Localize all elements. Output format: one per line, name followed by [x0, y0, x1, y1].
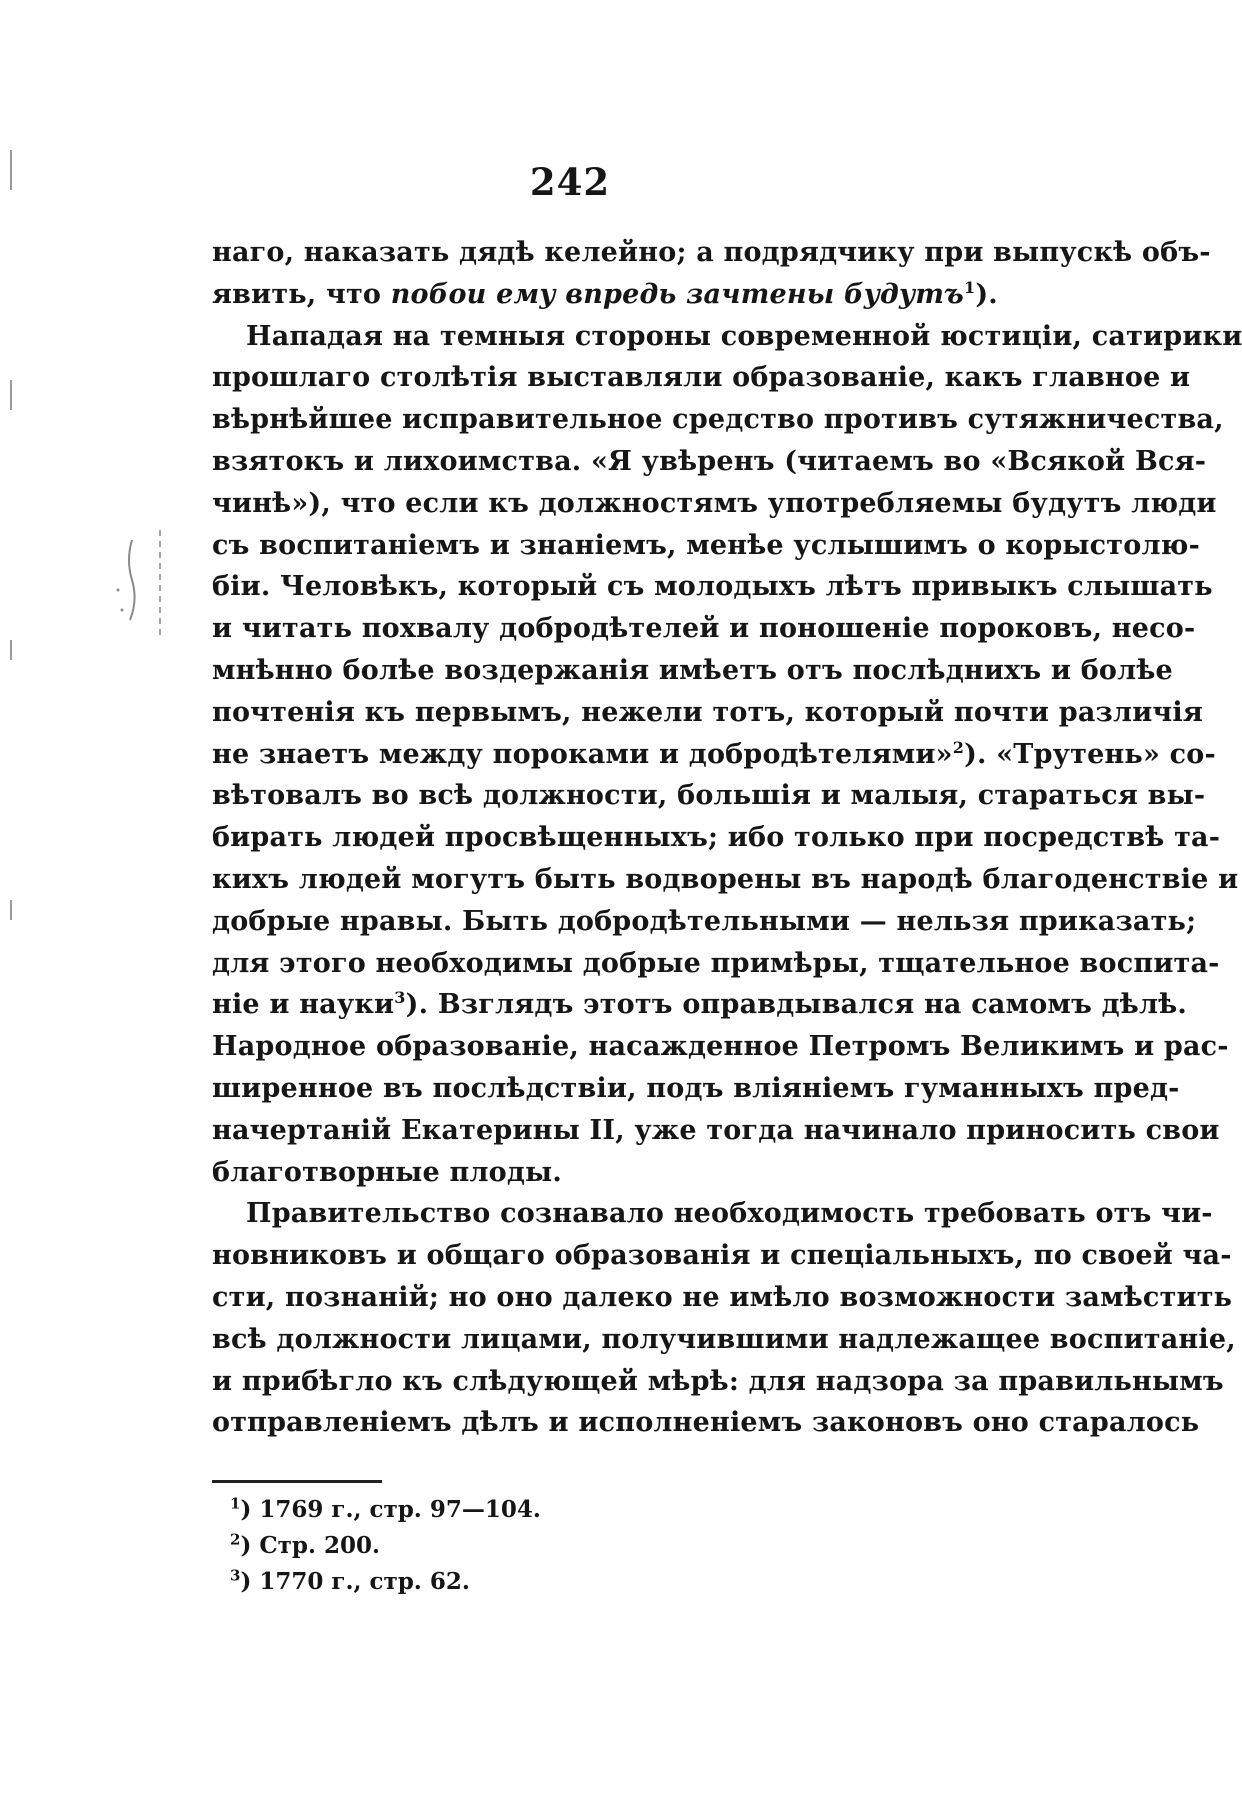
text-line: мнѣнно болѣе воздержанія имѣетъ отъ послѣднихъ и болѣе [212, 654, 1173, 686]
scan-edge-mark [10, 640, 12, 660]
scan-edge-mark [10, 900, 12, 920]
text-line: сти, познаній; но оно далеко не имѣло возможности замѣстить [212, 1281, 1233, 1313]
scan-edge-mark [10, 150, 12, 190]
text-line: вѣтовалъ во всѣ должности, большія и малыя, стараться вы- [212, 780, 1206, 812]
text-line: отправленіемъ дѣлъ и исполненіемъ законовъ оно старалось [212, 1407, 1200, 1439]
footnote-mark: 2 [230, 1530, 241, 1549]
paragraph-last-line: благотворные плоды. [212, 1156, 562, 1188]
text-line: явить, что побои ему впредь зачтены будутъ$^1$). [212, 277, 998, 310]
text-line: не знаетъ между пороками и добродѣтелями»$^2$). «Трутень» со- [212, 737, 1216, 770]
paragraph-first-line: Нападая на темныя стороны современной юстиціи, сатирики [246, 320, 1242, 352]
footnote-ref: 3 [394, 988, 406, 1008]
italic-phrase: побои ему впредь зачтены будутъ [390, 278, 964, 310]
text-line: кихъ людей могутъ быть водворены въ народѣ благоденствіе и [212, 863, 1239, 895]
footnote-item: $^2$) Стр. 200. [230, 1530, 380, 1559]
text-line: для этого необходимы добрые примѣры, тщательное воспита- [212, 947, 1220, 979]
text-line: біи. Человѣкъ, который съ молодыхъ лѣтъ привыкъ слышать [212, 571, 1213, 603]
margin-pencil-marks [108, 520, 188, 720]
text-line: всѣ должности лицами, получившими надлежащее воспитаніе, [212, 1323, 1236, 1355]
text-line: наго, наказать дядѣ келейно; а подрядчику при выпускѣ объ- [212, 237, 1211, 268]
text-line: бирать людей просвѣщенныхъ; ибо только при посредствѣ та- [212, 822, 1221, 854]
footnote-item: $^1$) 1769 г., стр. 97—104. [230, 1494, 541, 1523]
page-number: 242 [529, 160, 611, 204]
body-text [212, 232, 1242, 1444]
footnote-item: $^3$) 1770 г., стр. 62. [230, 1566, 470, 1595]
footnotes [230, 1492, 730, 1600]
footnote-ref: 2 [952, 737, 965, 757]
text-line: и читать похвалу добродѣтелей и поношеніе пороковъ, несо- [212, 613, 1196, 645]
text-line: ширенное въ послѣдствіи, подъ вліяніемъ гуманныхъ пред- [212, 1072, 1180, 1104]
text-line: и прибѣгло къ слѣдующей мѣрѣ: для надзора за правильнымъ [212, 1365, 1224, 1397]
pencil-mark-icon [108, 520, 188, 720]
text-line: вѣрнѣйшее исправительное средство противъ сутяжничества, [212, 404, 1224, 436]
footnote-ref: 1 [963, 277, 976, 297]
text-line: прошлаго столѣтія выставляли образованіе, какъ главное и [212, 362, 1191, 394]
text-line: взятокъ и лихоимства. «Я увѣренъ (читаемъ во «Всякой Вся- [212, 445, 1207, 477]
footnote-mark: 1 [230, 1494, 241, 1513]
text-line: почтенія къ первымъ, нежели тотъ, который почти различія [212, 696, 1203, 728]
text-line: добрые нравы. Быть добродѣтельными — нельзя приказать; [212, 905, 1197, 937]
text-line: новниковъ и общаго образованія и спеціальныхъ, по своей ча- [212, 1240, 1232, 1272]
footnote-mark: 3 [230, 1566, 241, 1585]
text-line: чинѣ»), что если къ должностямъ употребляемы будутъ люди [212, 487, 1217, 519]
text-line: ніе и науки$^3$). Взглядъ этотъ оправдывался на самомъ дѣлѣ. [212, 988, 1187, 1021]
text-line: Народное образованіе, насажденное Петромъ Великимъ и рас- [212, 1031, 1229, 1063]
paragraph-first-line: Правительство сознавало необходимость требовать отъ чи- [246, 1198, 1213, 1230]
footnote-divider [212, 1480, 382, 1483]
text-line: начертаній Екатерины II, уже тогда начинало приносить свои [212, 1114, 1220, 1146]
text-line: съ воспитаніемъ и знаніемъ, менѣе услышимъ о корыстолю- [212, 529, 1200, 561]
scan-edge-mark [10, 380, 12, 410]
